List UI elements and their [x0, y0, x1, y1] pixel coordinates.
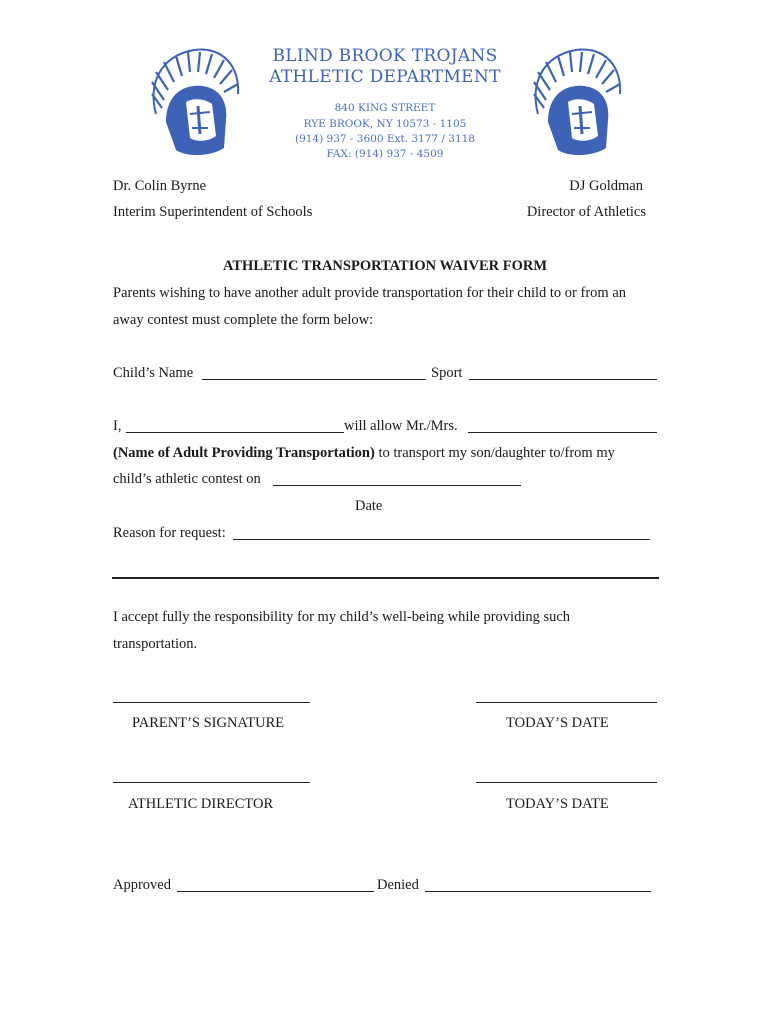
- athletic-director-signature-field[interactable]: [113, 782, 310, 783]
- superintendent-title: Interim Superintendent of Schools: [113, 204, 313, 220]
- parent-signature-label: PARENT’S SIGNATURE: [132, 715, 285, 731]
- parent-signature-field[interactable]: [113, 702, 310, 703]
- date-caption: Date: [355, 498, 383, 514]
- intro-line1: Parents wishing to have another adult provide transportation for their child to or from an: [113, 285, 627, 301]
- superintendent-name: Dr. Colin Byrne: [113, 178, 207, 194]
- header-address-line1: 840 KING STREET: [334, 102, 436, 114]
- athletic-director-label: ATHLETIC DIRECTOR: [128, 796, 274, 812]
- todays-date-label-1: TODAY’S DATE: [506, 715, 609, 731]
- sport-label: Sport: [431, 365, 463, 381]
- denied-field[interactable]: [425, 891, 651, 892]
- reason-field[interactable]: [233, 539, 650, 540]
- header-title-line1: BLIND BROOK TROJANS: [272, 46, 498, 66]
- header-address-line2: RYE BROOK, NY 10573 - 1105: [303, 118, 467, 130]
- athletic-director-title: Director of Athletics: [526, 204, 646, 220]
- todays-date-label-2: TODAY’S DATE: [506, 796, 609, 812]
- adult-name-note: (Name of Adult Providing Transportation): [113, 445, 375, 461]
- intro-line2: away contest must complete the form below:: [113, 312, 374, 328]
- accept-line2: transportation.: [113, 636, 198, 652]
- parent-date-field[interactable]: [476, 702, 657, 703]
- transport-text: to transport my son/daughter to/from my: [374, 445, 615, 461]
- section-divider: [112, 577, 659, 579]
- transport-statement: [113, 445, 615, 462]
- header-title-line2: ATHLETIC DEPARTMENT: [269, 67, 501, 87]
- header-address-line4: FAX: (914) 937 - 4509: [326, 148, 444, 160]
- denied-label: Denied: [377, 877, 419, 893]
- child-name-field[interactable]: [202, 379, 426, 380]
- child-name-label: Child’s Name: [113, 365, 194, 381]
- reason-label: Reason for request:: [113, 525, 226, 541]
- accept-line1: I accept fully the responsibility for my child’s well-being while providing such: [113, 609, 571, 625]
- parent-name-field[interactable]: [126, 432, 344, 433]
- contest-label: child’s athletic contest on: [113, 471, 261, 487]
- will-allow-label: will allow Mr./Mrs.: [344, 418, 458, 434]
- contest-date-field[interactable]: [273, 485, 521, 486]
- header-address-line3: (914) 937 - 3600 Ext. 3177 / 3118: [294, 133, 476, 145]
- approved-field[interactable]: [177, 891, 374, 892]
- form-title: ATHLETIC TRANSPORTATION WAIVER FORM: [222, 258, 548, 274]
- approved-label: Approved: [113, 877, 171, 893]
- i-label: I,: [113, 418, 122, 434]
- athletic-director-name: DJ Goldman: [569, 178, 643, 194]
- sport-field[interactable]: [469, 379, 657, 380]
- adult-name-field[interactable]: [468, 432, 657, 433]
- director-date-field[interactable]: [476, 782, 657, 783]
